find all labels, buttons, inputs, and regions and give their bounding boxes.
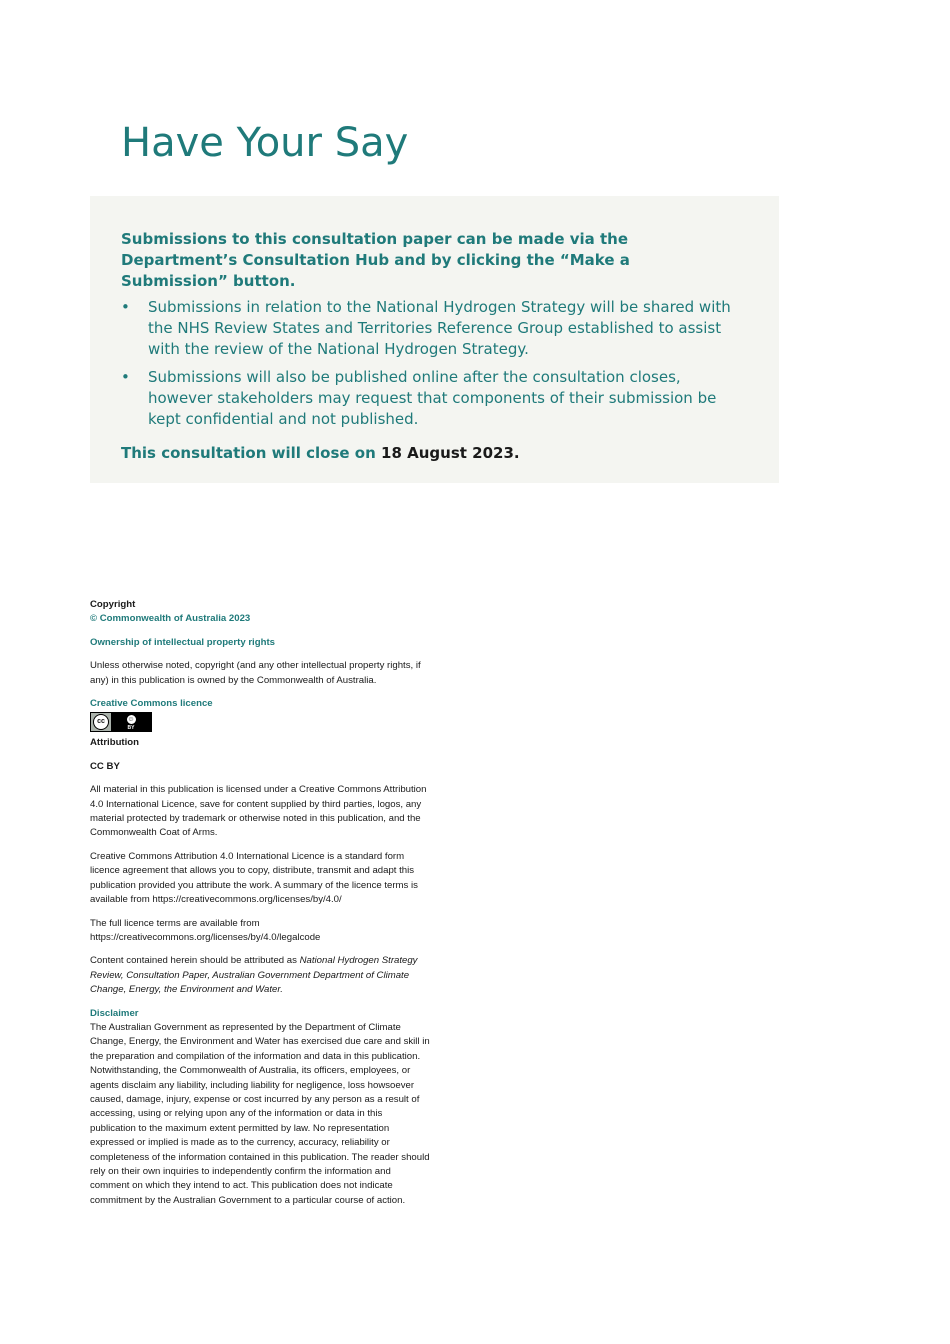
list-item bbox=[121, 297, 741, 360]
by-label: BY bbox=[127, 725, 135, 732]
cc-icon: cc bbox=[93, 714, 109, 730]
copyright-line: © Commonwealth of Australia 2023 bbox=[90, 613, 251, 625]
bullet-text: Submissions will also be published online after the consultation closes, however stakeholders may request that components of their submission be kept confidential and not published. bbox=[148, 368, 717, 428]
ownership-heading: Ownership of intellectual property rights bbox=[90, 636, 275, 648]
person-icon: ☺ bbox=[127, 716, 135, 724]
attribution-label: Attribution bbox=[90, 737, 140, 749]
disclaimer-text: The Australian Government as represented by the Department of Climate Change, Energy, the Environment and Water has exercised due care and skill in the preparation and compilation of the information and data in this publication. Notwithstanding, the Commonwealth of Australia, its officers, employees, or agents disclaim any liability, including liability for negligence, loss howsoever caused, damage, injury, expense or cost incurred by any person as a result of accessing, using or relying upon any of the information or data in this publication to the maximum extent permitted by law. No representation expressed or implied is made as to the currency, accuracy, reliability or completeness of the information contained in this publication. The reader should rely on their own inquiries to independently confirm the information and comment on which they intend to act. This publication does not indicate commitment by the Australian Government to a particular course of action. bbox=[90, 1021, 430, 1206]
legal-section bbox=[90, 598, 430, 1217]
bullet-icon: • bbox=[121, 298, 130, 316]
callout-content bbox=[121, 229, 741, 462]
disclaimer-heading: Disclaimer bbox=[90, 1007, 139, 1019]
consultation-callout bbox=[90, 196, 779, 483]
cc-heading: Creative Commons licence bbox=[90, 698, 213, 710]
cc-by-badge-icon bbox=[90, 712, 152, 732]
attribution-title: National Hydrogen Strategy Review, Consultation Paper, Australian Government Department of Climate Change, Energy, the Environment and Water. bbox=[90, 955, 418, 996]
callout-bullet-list bbox=[121, 297, 741, 430]
attribution-paragraph bbox=[90, 954, 430, 997]
close-date: 18 August 2023. bbox=[381, 444, 520, 462]
bullet-icon: • bbox=[121, 368, 130, 386]
licence-paragraph: All material in this publication is licensed under a Creative Commons Attribution 4.0 International Licence, save for content supplied by third parties, logos, any material protected by trademark or otherwise noted in this publication, and the Commonwealth Coat of Arms. bbox=[90, 784, 427, 839]
callout-intro: Submissions to this consultation paper can be made via the Department’s Consultation Hub and by clicking the “Make a Submission” button. bbox=[121, 230, 630, 290]
licence-summary-paragraph: Creative Commons Attribution 4.0 International Licence is a standard form licence agreement that allows you to copy, distribute, transmit and adapt this publication provided you attribute the work. A summary of the licence terms is available from https://creativecommons.org/licenses/by/4.0/ bbox=[90, 850, 418, 906]
full-licence-paragraph: The full licence terms are available from https://creativecommons.org/licenses/by/4.0/legalcode bbox=[90, 917, 321, 943]
ownership-text: Unless otherwise noted, copyright (and any other intellectual property rights, if any) in this publication is owned by the Commonwealth of Australia. bbox=[90, 660, 421, 686]
page-title: Have Your Say bbox=[121, 120, 409, 166]
consultation-close-line bbox=[121, 444, 741, 462]
copyright-heading: Copyright bbox=[90, 599, 136, 610]
list-item bbox=[121, 367, 741, 430]
attribution-prefix: Content contained herein should be attributed as bbox=[90, 955, 297, 967]
bullet-text: Submissions in relation to the National Hydrogen Strategy will be shared with the NHS Review States and Territories Reference Group established to assist with the review of the National Hydrogen Strategy. bbox=[148, 298, 731, 358]
close-prefix: This consultation will close on bbox=[121, 444, 376, 462]
by-block bbox=[111, 713, 151, 731]
cc-by-label: CC BY bbox=[90, 760, 120, 772]
